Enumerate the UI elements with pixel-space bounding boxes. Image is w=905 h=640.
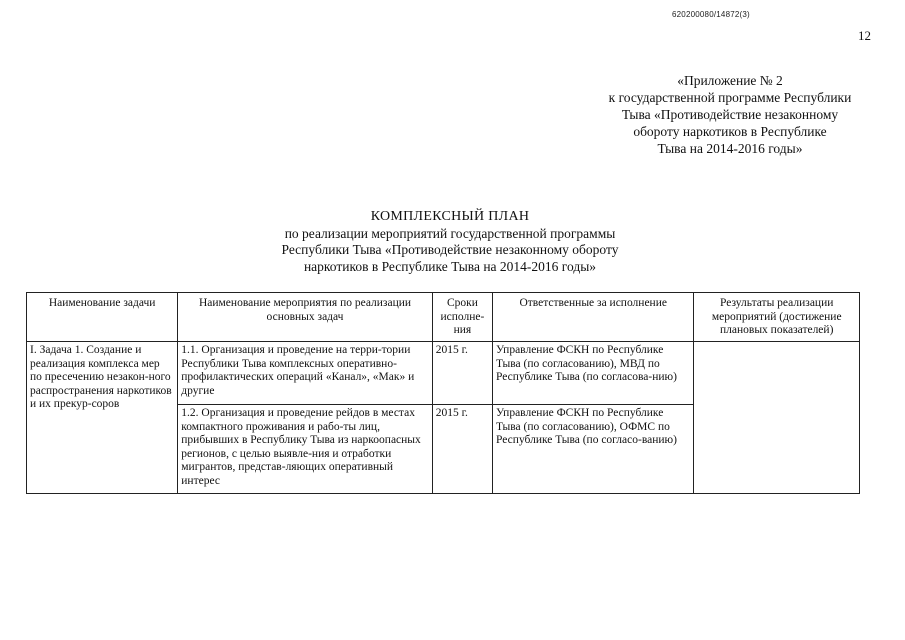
- document-code: 620200080/14872(3): [672, 10, 750, 19]
- table-row: [27, 342, 860, 405]
- activity-cell: 1.1. Организация и проведение на терри-тории Республики Тыва комплексных оперативно-профилактических операций «Канал», «Мак» и другие: [178, 342, 432, 405]
- page-number: 12: [858, 28, 871, 43]
- results-cell: [694, 342, 860, 494]
- task-cell: I. Задача 1. Создание и реализация комплекса мер по пресечению незакон-ного распространения наркотиков и их прекур-соров: [27, 342, 178, 494]
- column-header-term: Сроки исполне-ния: [432, 293, 492, 342]
- responsible-cell: Управление ФСКН по Республике Тыва (по согласованию), МВД по Республике Тыва (по согласова-нию): [493, 342, 694, 405]
- appendix-line: Тыва «Противодействие незаконному: [621, 107, 839, 122]
- responsible-cell: Управление ФСКН по Республике Тыва (по согласованию), ОФМС по Республике Тыва (по согласо-ванию): [493, 405, 694, 494]
- appendix-note: [560, 72, 900, 157]
- plan-title: [240, 209, 660, 275]
- column-header-task: Наименование задачи: [27, 293, 178, 342]
- plan-subtitle-line: Республики Тыва «Противодействие незаконному обороту: [281, 242, 619, 257]
- appendix-line: «Приложение № 2: [677, 73, 783, 88]
- plan-subtitle-line: по реализации мероприятий государственной программы: [284, 225, 616, 241]
- appendix-line: обороту наркотиков в Республике: [633, 124, 827, 139]
- plan-subtitle-line: наркотиков в Республике Тыва на 2014-2016 годы»: [303, 258, 597, 274]
- plan-table: [26, 292, 860, 494]
- appendix-line: к государственной программе Республики: [608, 90, 852, 105]
- plan-heading: КОМПЛЕКСНЫЙ ПЛАН: [370, 209, 530, 224]
- appendix-line: Тыва на 2014-2016 годы»: [657, 141, 803, 156]
- column-header-activity: Наименование мероприятия по реализации основных задач: [178, 293, 432, 342]
- activity-cell: 1.2. Организация и проведение рейдов в местах компактного проживания и рабо-ты лиц, прибывших в Республику Тыва из наркоопасных регионов, с целью выявле-ния и отработки мигрантов, представ-ляющих оперативный интерес: [178, 405, 432, 494]
- column-header-responsible: Ответственные за исполнение: [493, 293, 694, 342]
- term-cell: 2015 г.: [432, 405, 492, 494]
- term-cell: 2015 г.: [432, 342, 492, 405]
- table-header-row: [27, 293, 860, 342]
- column-header-results: Результаты реализации мероприятий (достижение плановых показателей): [694, 293, 860, 342]
